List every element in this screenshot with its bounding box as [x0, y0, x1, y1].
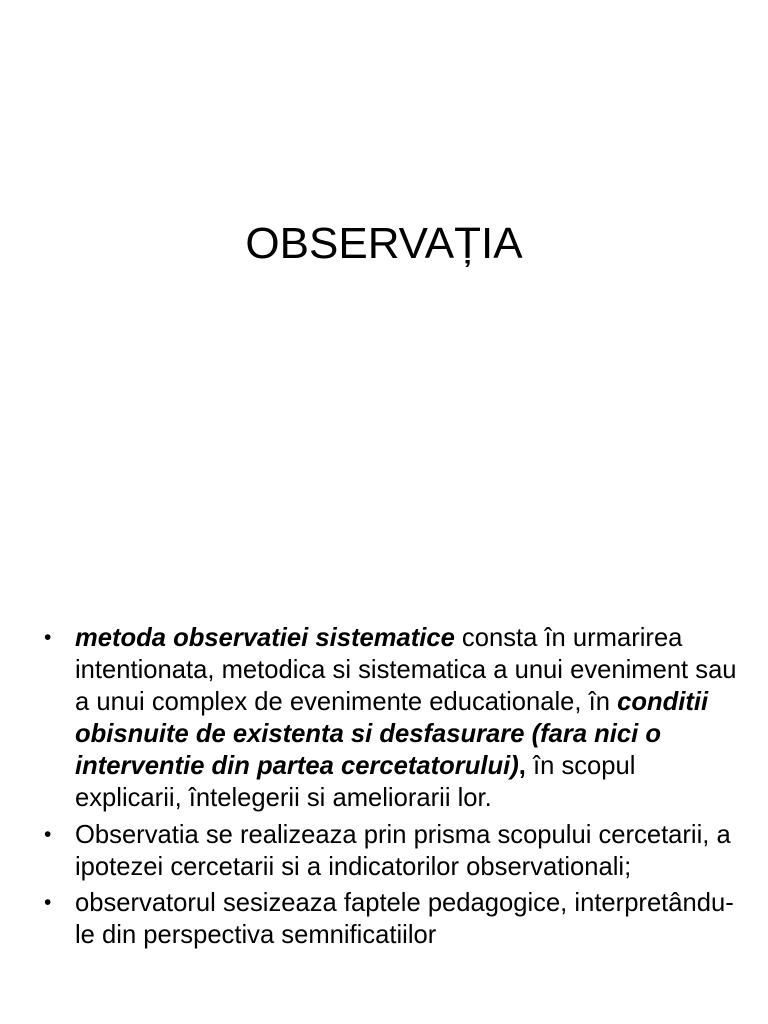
bullet-item-definition	[44, 622, 744, 815]
emphasized-comma: ,	[518, 752, 526, 781]
bullet-item-scope	[44, 819, 744, 883]
slide-title: OBSERVAȚIA	[245, 219, 523, 268]
bullet-dot-icon: •	[44, 822, 52, 846]
bullet-dot-icon: •	[44, 626, 52, 649]
bullet-item-observer	[44, 887, 744, 951]
emphasized-text: metoda observatiei sistematice	[75, 624, 455, 652]
body-text-tail: în scopul explicarii, întelegerii si ameliorarii lor.	[75, 752, 636, 813]
emphasized-text: conditii obisnuite de existenta si desfasurare (fara nici o interventie din partea cercetatorului)	[75, 688, 709, 781]
bullet-list	[44, 622, 744, 955]
body-text: Observatia se realizeaza prin prisma scopului cercetarii, a ipotezei cercetarii si a indicatorilor observationali;	[75, 820, 731, 881]
bullet-dot-icon: •	[44, 890, 52, 914]
body-text: observatorul sesizeaza faptele pedagogice, interpretându-le din perspectiva semnificatiilor	[75, 888, 734, 949]
body-text: consta în urmarirea intentionata, metodica si sistematica a unui eveniment sau a unui complex de evenimente educationale, în	[75, 624, 737, 717]
